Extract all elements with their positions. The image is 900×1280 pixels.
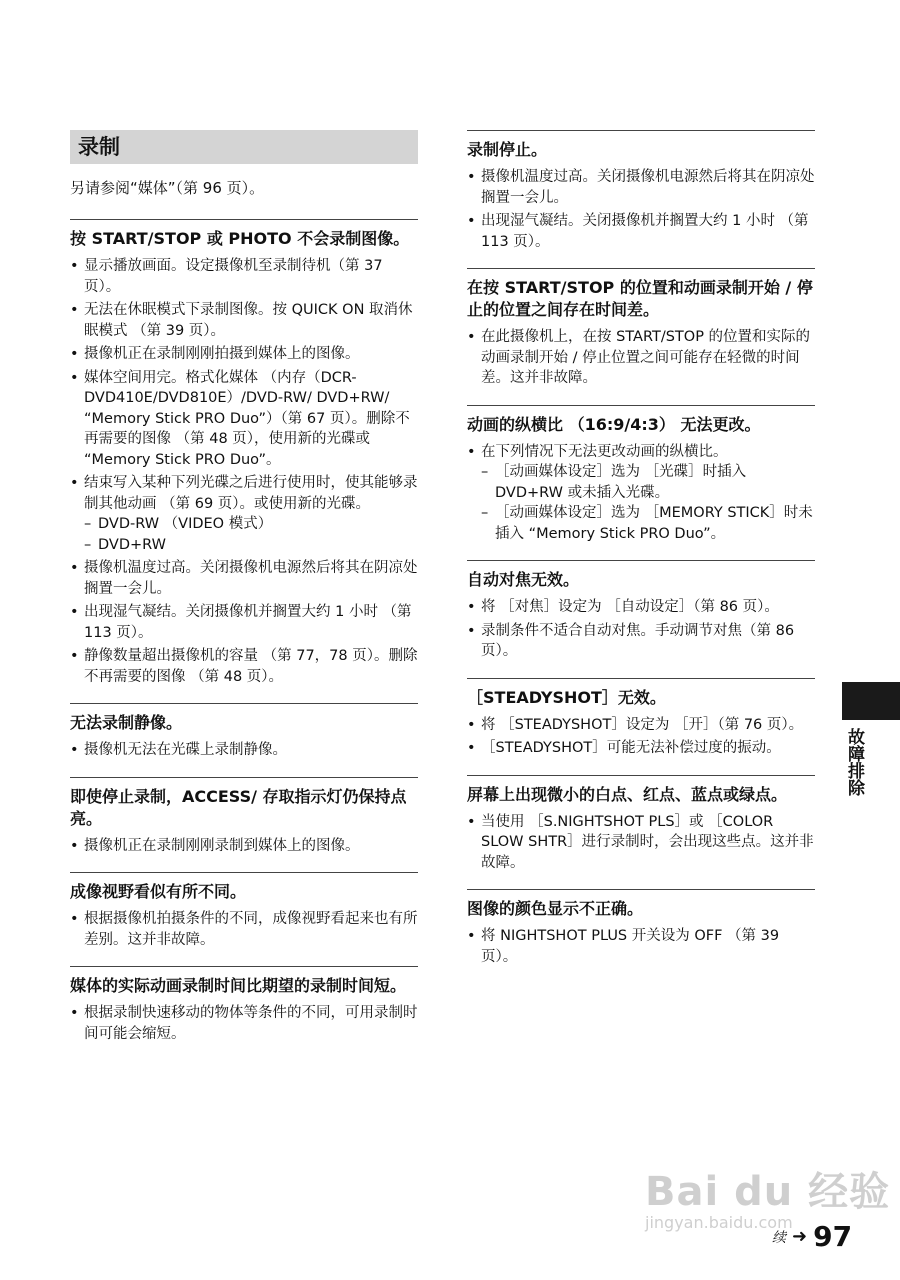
block-heading: 在按 START/STOP 的位置和动画录制开始 / 停止的位置之间存在时间差。 — [467, 278, 813, 319]
right-block-3 — [467, 405, 815, 545]
sub-item-text: DVD+RW — [98, 536, 166, 553]
block-heading: 屏幕上出现微小的白点、红点、蓝点或绿点。 — [467, 784, 788, 804]
block-heading: 录制停止。 — [467, 140, 548, 159]
list-item: • 将 ［对焦］设定为 ［自动设定］（第 86 页）。 — [467, 597, 815, 618]
list-item: • 无法在休眠模式下录制图像。按 QUICK ON 取消休眠模式 （第 39 页）。 — [70, 300, 418, 341]
right-block-6 — [467, 775, 815, 874]
list-item: • 媒体空间用完。格式化媒体 （内存（DCR-DVD410E/DVD810E）/DVD-RW/ DVD+RW/ “Memory Stick PRO Duo”）（第 67 页）。删除不再需要的图像 （第 48 页），使用新的光碟或 “Memory Stick PRO Duo”。 — [70, 368, 418, 471]
list-item-text: 结束写入某种下列光碟之后进行使用时，使其能够录制其他动画 （第 69 页）。或使用新的光碟。 — [84, 475, 418, 512]
right-column — [467, 130, 815, 983]
bullet-list — [467, 926, 815, 967]
block-heading: 即使停止录制，ACCESS/ 存取指示灯仍保持点亮。 — [70, 786, 407, 828]
block-heading: 图像的颜色显示不正确。 — [467, 899, 644, 918]
continued-label: 续 — [772, 1229, 786, 1246]
list-item: • 摄像机温度过高。关闭摄像机电源然后将其在阴凉处搁置一会儿。 — [70, 558, 418, 599]
list-item: • 摄像机正在录制刚刚录制到媒体上的图像。 — [70, 836, 418, 857]
list-item: • 摄像机温度过高。关闭摄像机电源然后将其在阴凉处搁置一会儿。 — [467, 167, 815, 208]
block-heading: ［STEADYSHOT］无效。 — [467, 687, 666, 707]
page-number: 97 — [813, 1220, 853, 1253]
list-item: • 将 NIGHTSHOT PLUS 开关设为 OFF （第 39 页）。 — [467, 926, 815, 967]
right-block-2 — [467, 268, 815, 389]
sub-item: – DVD+RW — [84, 536, 166, 553]
list-item: • 当使用 ［S.NIGHTSHOT PLS］或 ［COLOR SLOW SHTR］进行录制时，会出现这些点。这并非故障。 — [467, 812, 815, 874]
chapter-tab-label: 故障排除 — [844, 728, 864, 796]
list-item: • 将 ［STEADYSHOT］设定为 ［开］（第 76 页）。 — [467, 715, 815, 736]
right-block-4 — [467, 560, 815, 662]
list-item — [467, 442, 815, 545]
block-heading: 自动对焦无效。 — [467, 570, 580, 589]
bullet-list — [467, 167, 815, 252]
list-item: • 静像数量超出摄像机的容量 （第 77，78 页）。删除不再需要的图像 （第 48 页）。 — [70, 646, 418, 687]
arrow-right-icon: ➜ — [792, 1226, 808, 1247]
left-block-5 — [70, 966, 418, 1044]
left-block-2 — [70, 703, 418, 761]
sub-item-text: ［动画媒体设定］选为 ［MEMORY STICK］时未插入 “Memory Stick PRO Duo”。 — [495, 505, 813, 542]
sub-item-text: DVD-RW （VIDEO 模式） — [98, 516, 273, 532]
watermark — [645, 1160, 890, 1232]
list-item-text: 在下列情况下无法更改动画的纵横比。 — [481, 443, 728, 460]
watermark-url: jingyan.baidu.com — [645, 1213, 793, 1232]
bullet-list — [467, 715, 815, 759]
left-block-3 — [70, 777, 418, 857]
right-block-7 — [467, 889, 815, 967]
bullet-list — [467, 327, 815, 389]
sub-item-text: ［动画媒体设定］选为 ［光碟］时插入 DVD+RW 或未插入光碟。 — [495, 464, 747, 501]
list-item: • 出现湿气凝结。关闭摄像机并搁置大约 1 小时 （第 113 页）。 — [70, 602, 418, 643]
section-title: 录制 — [70, 130, 418, 164]
bullet-list — [70, 836, 418, 857]
bullet-list — [467, 442, 815, 545]
sub-item: – ［动画媒体设定］选为 ［光碟］时插入 DVD+RW 或未插入光碟。 — [481, 464, 747, 501]
left-block-1 — [70, 219, 418, 687]
bullet-list — [70, 1003, 418, 1044]
block-heading: 动画的纵横比 （16:9/4:3） 无法更改。 — [467, 414, 761, 434]
block-heading: 媒体的实际动画录制时间比期望的录制时间短。 — [70, 976, 407, 995]
page-footer — [772, 1220, 852, 1253]
list-item: • 在此摄像机上，在按 START/STOP 的位置和实际的动画录制开始 / 停止位置之间可能存在轻微的时间差。这并非故障。 — [467, 327, 815, 389]
bullet-list — [70, 740, 418, 761]
bullet-list — [467, 597, 815, 662]
bullet-list — [70, 909, 418, 950]
right-block-5 — [467, 678, 815, 759]
right-block-1 — [467, 130, 815, 252]
intro-text: 另请参阅“媒体”（第 96 页）。 — [70, 179, 265, 197]
list-item: • ［STEADYSHOT］可能无法补偿过度的振动。 — [467, 738, 815, 759]
list-item: • 摄像机无法在光碟上录制静像。 — [70, 740, 418, 761]
list-item: • 出现湿气凝结。关闭摄像机并搁置大约 1 小时 （第 113 页）。 — [467, 211, 815, 252]
block-heading: 无法录制静像。 — [70, 713, 183, 732]
left-column — [70, 130, 418, 1060]
list-item — [70, 473, 418, 555]
sub-item: – DVD-RW （VIDEO 模式） — [84, 516, 273, 532]
left-block-4 — [70, 872, 418, 950]
chapter-tab-marker — [842, 682, 900, 720]
bullet-list — [467, 812, 815, 874]
list-item: • 显示播放画面。设定摄像机至录制待机（第 37 页）。 — [70, 256, 418, 297]
block-heading: 按 START/STOP 或 PHOTO 不会录制图像。 — [70, 229, 410, 248]
list-item: • 录制条件不适合自动对焦。手动调节对焦（第 86 页）。 — [467, 621, 815, 662]
list-item: • 摄像机正在录制刚刚拍摄到媒体上的图像。 — [70, 344, 418, 365]
sub-item: – ［动画媒体设定］选为 ［MEMORY STICK］时未插入 “Memory Stick PRO Duo”。 — [481, 505, 813, 542]
list-item: • 根据录制快速移动的物体等条件的不同，可用录制时间可能会缩短。 — [70, 1003, 418, 1044]
watermark-logo: Bai du 经验 — [645, 1169, 891, 1215]
bullet-list — [70, 256, 418, 687]
block-heading: 成像视野看似有所不同。 — [70, 882, 247, 901]
list-item: • 根据摄像机拍摄条件的不同，成像视野看起来也有所差别。这并非故障。 — [70, 909, 418, 950]
